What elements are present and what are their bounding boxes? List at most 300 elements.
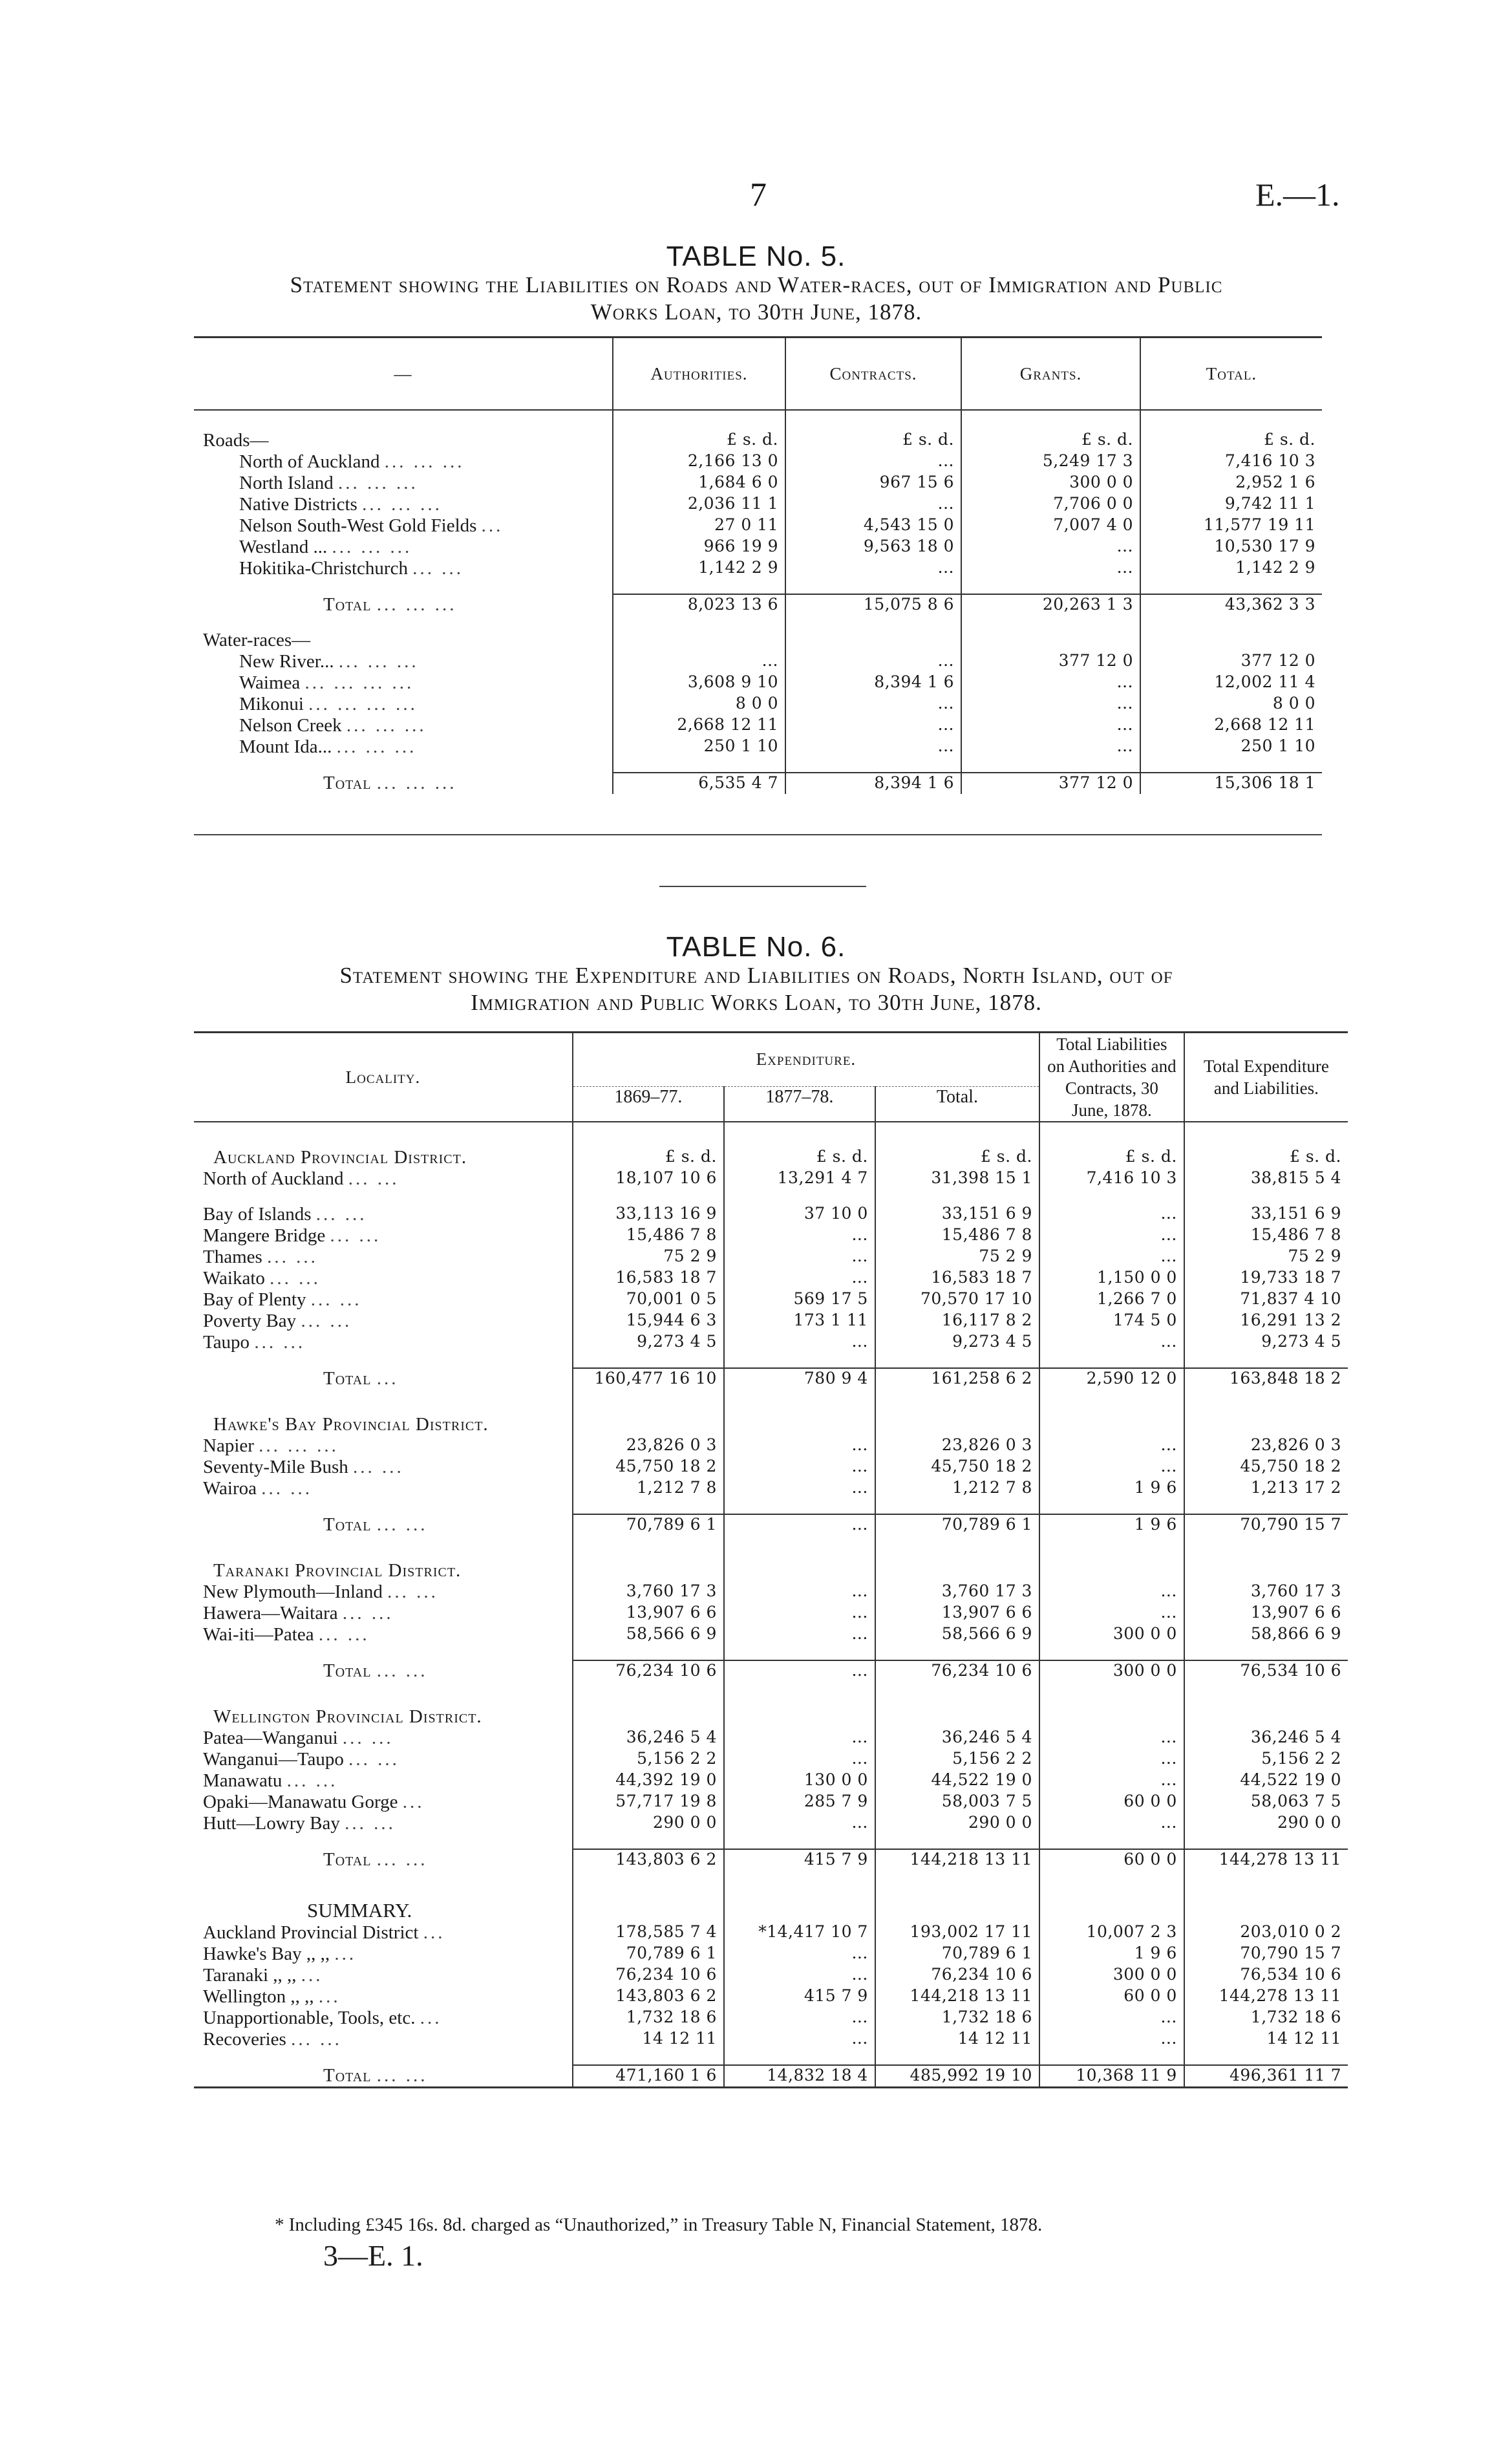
grand-total-value: 1,213 17 2 (1250, 1478, 1341, 1497)
table6-row-label (194, 1581, 573, 1603)
leader-dots: ... ... (330, 1225, 381, 1246)
expenditure-1869-77: 14 12 11 (573, 2029, 724, 2050)
row-label: Taupo (203, 1332, 250, 1353)
table6-row-label (194, 1268, 573, 1289)
contracts-value: ... (785, 736, 961, 758)
table5-row-label (194, 515, 613, 537)
table5-row-label (194, 651, 613, 672)
expenditure-1877-78: ... (724, 1457, 875, 1478)
total-value: 1,142 2 9 (1235, 558, 1315, 577)
expenditure-1877-78: ... (724, 1624, 875, 1645)
row-label: Nelson Creek (239, 715, 342, 736)
leader-dots: ... ... (286, 1770, 338, 1791)
table6-row-label (194, 1311, 573, 1332)
expenditure-1869-77: 143,803 6 2 (573, 1849, 724, 1871)
table6-col-total: Total. (875, 1086, 1039, 1122)
grants-value: ... (961, 736, 1140, 758)
grants-total: 377 12 0 (961, 773, 1140, 794)
table5-row (194, 672, 1322, 694)
expenditure-total: 23,826 0 3 (875, 1435, 1039, 1457)
expenditure-1869-77: 18,107 10 6 (573, 1168, 724, 1190)
table6-caption-line1: Statement showing the Expenditure and Liabilities on Roads, North Island, out of (339, 963, 1173, 988)
expenditure-total: 144,218 13 11 (875, 1849, 1039, 1871)
authorities-value: 1,142 2 9 (613, 558, 785, 579)
expenditure-1877-78: ... (724, 1660, 875, 1682)
total-value: 250 1 10 (1240, 736, 1315, 755)
expenditure-total: 58,566 6 9 (875, 1624, 1039, 1645)
table6-row (194, 1204, 1348, 1225)
expenditure-total: 70,789 6 1 (875, 1514, 1039, 1536)
total-value: 12,002 11 4 (1214, 672, 1315, 691)
contracts-value: ... (785, 694, 961, 715)
table6-col-1869: 1869–77. (573, 1086, 724, 1122)
row-label: North Island (239, 473, 334, 493)
row-label: Wanganui—Taupo (203, 1749, 344, 1770)
grants-value: 377 12 0 (961, 651, 1140, 672)
row-label: Thames (203, 1247, 262, 1267)
leader-dots: ... (301, 1965, 323, 1986)
liabilities-value: ... (1039, 1749, 1184, 1770)
row-label: North of Auckland (239, 451, 380, 472)
expenditure-1877-78: 14,832 18 4 (724, 2065, 875, 2088)
row-label: Hokitika-Christchurch (239, 558, 408, 579)
expenditure-1869-77: 45,750 18 2 (573, 1457, 724, 1478)
grand-total-value: 14 12 11 (1266, 2029, 1341, 2048)
grand-total-value: 38,815 5 4 (1250, 1168, 1341, 1187)
authorities-value: 2,036 11 1 (613, 494, 785, 515)
expenditure-1877-78: *14,417 10 7 (724, 1922, 875, 1944)
leader-dots: ... ... ... (338, 473, 418, 493)
expenditure-1869-77: 70,789 6 1 (573, 1514, 724, 1536)
total-label (194, 1514, 573, 1536)
row-label: Total (323, 1849, 372, 1870)
grand-total-value: 144,278 13 11 (1184, 1849, 1348, 1871)
units-label: £ s. d. (573, 1137, 724, 1168)
table5-row-label (194, 672, 613, 694)
expenditure-total: 3,760 17 3 (875, 1581, 1039, 1603)
row-label: Mount Ida... (239, 736, 332, 757)
total-value: 2,952 1 6 (1235, 473, 1315, 491)
grand-total-value: 163,848 18 2 (1184, 1368, 1348, 1389)
expenditure-1869-77: 13,907 6 6 (573, 1603, 724, 1624)
total-label (194, 1849, 573, 1871)
leader-dots: ... ... (348, 1168, 399, 1189)
section-title: Hawke's Bay Provincial District. (194, 1404, 573, 1435)
grand-total-value: 203,010 0 2 (1240, 1922, 1341, 1941)
grand-total-value: 58,063 7 5 (1250, 1792, 1341, 1810)
expenditure-total: 15,486 7 8 (875, 1225, 1039, 1247)
table6-col-grand-total: Total Expenditure and Liabilities. (1184, 1033, 1348, 1122)
leader-dots: ... (420, 2008, 442, 2028)
leader-dots: ... ... (261, 1478, 313, 1499)
row-label: Waimea (239, 672, 301, 693)
table5-col-authorities: Authorities. (613, 338, 785, 411)
expenditure-total: 70,570 17 10 (875, 1289, 1039, 1311)
row-label: Native Districts (239, 494, 357, 515)
table6-row (194, 1168, 1348, 1190)
leader-dots: ... ... (348, 1749, 399, 1770)
grants-value: ... (961, 694, 1140, 715)
table5-units: £ s. d. (961, 410, 1140, 451)
table6-row-label (194, 1728, 573, 1749)
table5-col-blank: — (194, 338, 613, 411)
expenditure-1869-77: 57,717 19 8 (573, 1792, 724, 1813)
table6-row-label (194, 2008, 573, 2029)
liabilities-value: ... (1039, 1581, 1184, 1603)
contracts-value: ... (785, 715, 961, 736)
expenditure-1877-78: 780 9 4 (724, 1368, 875, 1389)
table6-row (194, 1792, 1348, 1813)
expenditure-1877-78: ... (724, 1813, 875, 1834)
table6-total-row (194, 2065, 1348, 2088)
leader-dots: ... ... (342, 1728, 394, 1748)
total-value: 11,577 19 11 (1204, 515, 1315, 534)
contracts-value: 967 15 6 (785, 473, 961, 494)
expenditure-1877-78: 415 7 9 (724, 1986, 875, 2008)
expenditure-total: 58,003 7 5 (875, 1792, 1039, 1813)
table6-row (194, 2008, 1348, 2029)
table6-row (194, 1986, 1348, 2008)
grants-value: ... (961, 715, 1140, 736)
section-title: Taranaki Provincial District. (194, 1550, 573, 1581)
contracts-value: ... (785, 451, 961, 473)
grand-total-value: 290 0 0 (1277, 1813, 1341, 1832)
table6-header-row-1 (194, 1033, 1348, 1087)
table5-row-label (194, 694, 613, 715)
expenditure-1877-78: ... (724, 1944, 875, 1965)
expenditure-total: 76,234 10 6 (875, 1660, 1039, 1682)
row-label: Hawera—Waitara (203, 1603, 338, 1624)
expenditure-1869-77: 1,212 7 8 (573, 1478, 724, 1499)
table6-total-row (194, 1368, 1348, 1389)
footnote: * Including £345 16s. 8d. charged as “Unauthorized,” in Treasury Table N, Financial Statement, 1878. (275, 2214, 1043, 2235)
expenditure-1877-78: ... (724, 1435, 875, 1457)
row-label: Unapportionable, Tools, etc. (203, 2008, 416, 2028)
contracts-value: 9,563 18 0 (785, 537, 961, 558)
table5-row (194, 451, 1322, 473)
table5-row (194, 558, 1322, 579)
leader-dots: ... ... ... (362, 494, 442, 515)
grand-total-value: 15,486 7 8 (1250, 1225, 1341, 1244)
leader-dots: ... ... ... (338, 651, 419, 672)
total-label (194, 1660, 573, 1682)
leader-dots: ... ... ... (376, 773, 457, 793)
liabilities-value: 300 0 0 (1039, 1660, 1184, 1682)
table6-row (194, 1247, 1348, 1268)
expenditure-1869-77: 70,789 6 1 (573, 1944, 724, 1965)
total-label (194, 2065, 573, 2088)
table5-col-grants: Grants. (961, 338, 1140, 411)
expenditure-1869-77: 76,234 10 6 (573, 1660, 724, 1682)
expenditure-1877-78: ... (724, 1225, 875, 1247)
table6-row-label (194, 1944, 573, 1965)
contracts-value: ... (785, 651, 961, 672)
liabilities-value: 2,590 12 0 (1039, 1368, 1184, 1389)
table5-bottom-rule (194, 834, 1322, 835)
table6-col-expenditure: Expenditure. (573, 1033, 1039, 1087)
row-label: Opaki—Manawatu Gorge (203, 1792, 398, 1812)
table5-caption-line2: Works Loan, to 30th June, 1878. (590, 299, 922, 325)
table6-row-label (194, 1770, 573, 1792)
liabilities-value: 60 0 0 (1039, 1849, 1184, 1871)
row-label: Poverty Bay (203, 1311, 297, 1331)
table5-total-row (194, 773, 1322, 794)
grand-total: 43,362 3 3 (1140, 594, 1322, 616)
leader-dots: ... (334, 1944, 357, 1964)
total-value: 10,530 17 9 (1214, 537, 1315, 555)
liabilities-value: ... (1039, 1603, 1184, 1624)
grand-total-value: 23,826 0 3 (1250, 1435, 1341, 1454)
expenditure-1869-77: 76,234 10 6 (573, 1965, 724, 1986)
table6-row-label (194, 1247, 573, 1268)
authorities-value: 27 0 11 (613, 515, 785, 537)
grand-total-value: 58,866 6 9 (1250, 1624, 1341, 1643)
leader-dots: ... (376, 1368, 399, 1389)
expenditure-total: 13,907 6 6 (875, 1603, 1039, 1624)
table6-row-label (194, 1922, 573, 1944)
row-label: Wai-iti—Patea (203, 1624, 314, 1645)
table6-caption-line2: Immigration and Public Works Loan, to 30th June, 1878. (471, 990, 1042, 1015)
liabilities-value: ... (1039, 1225, 1184, 1247)
leader-dots: ... ... (310, 1289, 362, 1310)
table6-row-label (194, 1792, 573, 1813)
table6-row-label (194, 1813, 573, 1834)
table5-row (194, 651, 1322, 672)
table5-water-label-row (194, 630, 1322, 651)
liabilities-value: 1,150 0 0 (1039, 1268, 1184, 1289)
row-label: Hutt—Lowry Bay (203, 1813, 340, 1834)
table6-row (194, 1770, 1348, 1792)
grand-total-value: 144,278 13 11 (1219, 1986, 1341, 2005)
expenditure-1877-78: ... (724, 1749, 875, 1770)
expenditure-1869-77: 44,392 19 0 (573, 1770, 724, 1792)
table5-row (194, 473, 1322, 494)
liabilities-value: 1 9 6 (1039, 1514, 1184, 1536)
table6-row-label (194, 2029, 573, 2050)
expenditure-1869-77: 58,566 6 9 (573, 1624, 724, 1645)
table6-heading: TABLE No. 6. (666, 931, 846, 963)
liabilities-value: ... (1039, 1770, 1184, 1792)
table6-section-title (194, 1404, 1348, 1435)
table6-row (194, 2029, 1348, 2050)
table6-row (194, 1289, 1348, 1311)
table6-row (194, 1624, 1348, 1645)
expenditure-total: 193,002 17 11 (875, 1922, 1039, 1944)
table5-caption (78, 272, 1435, 326)
liabilities-value: 10,368 11 9 (1039, 2065, 1184, 2088)
expenditure-1877-78: ... (724, 1332, 875, 1353)
leader-dots: ... ... ... (384, 451, 465, 472)
grand-total: 15,306 18 1 (1140, 773, 1322, 794)
grand-total-value: 71,837 4 10 (1240, 1289, 1341, 1308)
grand-total-value: 75 2 9 (1288, 1247, 1341, 1265)
row-label: New Plymouth—Inland (203, 1581, 383, 1602)
leader-dots: ... ... (315, 1204, 367, 1225)
leader-dots: ... ... (301, 1311, 352, 1331)
row-label: Bay of Plenty (203, 1289, 306, 1310)
total-value: 8 0 0 (1272, 694, 1315, 713)
row-label: Total (323, 2065, 372, 2086)
table6-row (194, 1478, 1348, 1499)
grand-total-value: 3,760 17 3 (1250, 1581, 1341, 1600)
grand-total-value: 36,246 5 4 (1250, 1728, 1341, 1746)
liabilities-value: ... (1039, 1457, 1184, 1478)
authorities-total: 8,023 13 6 (613, 594, 785, 616)
contracts-value: ... (785, 494, 961, 515)
liabilities-value: ... (1039, 1728, 1184, 1749)
expenditure-total: 1,732 18 6 (875, 2008, 1039, 2029)
liabilities-value: 1 9 6 (1039, 1944, 1184, 1965)
liabilities-value: 10,007 2 3 (1039, 1922, 1184, 1944)
expenditure-1877-78: ... (724, 1728, 875, 1749)
table5-row-label (194, 736, 613, 758)
table6-row-label (194, 1603, 573, 1624)
row-label: Total (323, 594, 372, 615)
expenditure-1869-77: 3,760 17 3 (573, 1581, 724, 1603)
expenditure-1869-77: 36,246 5 4 (573, 1728, 724, 1749)
table6-col-liabilities: Total Liabilities on Authorities and Contracts, 30 June, 1878. (1039, 1033, 1184, 1122)
expenditure-total: 76,234 10 6 (875, 1965, 1039, 1986)
authorities-value: 3,608 9 10 (613, 672, 785, 694)
expenditure-1877-78: 13,291 4 7 (724, 1168, 875, 1190)
table6-row-label (194, 1986, 573, 2008)
row-label: North of Auckland (203, 1168, 344, 1189)
expenditure-total: 16,117 8 2 (875, 1311, 1039, 1332)
authorities-value: 250 1 10 (613, 736, 785, 758)
row-label: Nelson South-West Gold Fields (239, 515, 477, 536)
table6-row (194, 1435, 1348, 1457)
table6-total-row (194, 1514, 1348, 1536)
table6-total-row (194, 1660, 1348, 1682)
leader-dots: ... ... (345, 1813, 396, 1834)
grand-total-value: 1,732 18 6 (1250, 2008, 1341, 2026)
leader-dots: ... ... (376, 1660, 428, 1681)
liabilities-value: ... (1039, 1435, 1184, 1457)
expenditure-total: 161,258 6 2 (875, 1368, 1039, 1389)
expenditure-1869-77: 33,113 16 9 (573, 1204, 724, 1225)
table5-caption-line1: Statement showing the Liabilities on Roads and Water-races, out of Immigration and Public (290, 272, 1223, 297)
total-value: 9,742 11 1 (1224, 494, 1315, 513)
expenditure-1869-77: 1,732 18 6 (573, 2008, 724, 2029)
expenditure-1877-78: ... (724, 1965, 875, 1986)
expenditure-total: 70,789 6 1 (875, 1944, 1039, 1965)
row-label: Patea—Wanganui (203, 1728, 338, 1748)
total-value: 2,668 12 11 (1214, 715, 1315, 734)
expenditure-total: 5,156 2 2 (875, 1749, 1039, 1770)
table6-row (194, 1813, 1348, 1834)
expenditure-total: 33,151 6 9 (875, 1204, 1039, 1225)
liabilities-value: ... (1039, 2008, 1184, 2029)
row-label: Total (323, 1368, 372, 1389)
expenditure-1877-78: ... (724, 1247, 875, 1268)
row-label: Napier (203, 1435, 254, 1456)
liabilities-value: ... (1039, 1247, 1184, 1268)
leader-dots: ... ... (254, 1332, 306, 1353)
table6-row (194, 1922, 1348, 1944)
summary-title: SUMMARY. (194, 1899, 573, 1922)
leader-dots: ... ... ... ... (304, 672, 414, 693)
total-label (194, 773, 613, 794)
contracts-total: 15,075 8 6 (785, 594, 961, 616)
grants-value: 5,249 17 3 (961, 451, 1140, 473)
contracts-value: 8,394 1 6 (785, 672, 961, 694)
table6 (194, 1031, 1348, 2088)
liabilities-value: 300 0 0 (1039, 1624, 1184, 1645)
grants-total: 20,263 1 3 (961, 594, 1140, 616)
grand-total-value: 45,750 18 2 (1240, 1457, 1341, 1475)
table5-row-label (194, 451, 613, 473)
total-value: 377 12 0 (1240, 651, 1315, 670)
table5-row (194, 715, 1322, 736)
units-label: £ s. d. (1289, 1147, 1341, 1166)
table6-row-label (194, 1204, 573, 1225)
grand-total-value: 16,291 13 2 (1240, 1311, 1341, 1329)
table5-units: £ s. d. (1263, 430, 1315, 449)
expenditure-1869-77: 23,826 0 3 (573, 1435, 724, 1457)
expenditure-total: 75 2 9 (875, 1247, 1039, 1268)
table6-row (194, 1332, 1348, 1353)
leader-dots: ... ... (376, 1849, 428, 1870)
table5-units-row (194, 410, 1322, 451)
units-label: £ s. d. (875, 1137, 1039, 1168)
row-label: Wairoa (203, 1478, 257, 1499)
leader-dots: ... ... (291, 2029, 342, 2050)
table5-row-label (194, 494, 613, 515)
table6-row-label (194, 1289, 573, 1311)
table5-row (194, 736, 1322, 758)
grants-value: ... (961, 672, 1140, 694)
section-title: Auckland Provincial District. (194, 1137, 573, 1168)
row-label: Waikato (203, 1268, 265, 1289)
leader-dots: ... ... (318, 1624, 370, 1645)
expenditure-1869-77: 15,486 7 8 (573, 1225, 724, 1247)
table5-row-label (194, 473, 613, 494)
row-label: Manawatu (203, 1770, 282, 1791)
authorities-value: 1,684 6 0 (613, 473, 785, 494)
table5-header-row (194, 338, 1322, 411)
table6-col-1877: 1877–78. (724, 1086, 875, 1122)
authorities-total: 6,535 4 7 (613, 773, 785, 794)
page-number: 7 (750, 177, 767, 213)
row-label: Westland ... (239, 537, 328, 557)
page-signature: 3—E. 1. (323, 2239, 423, 2272)
row-label: Hawke's Bay ,, ,, (203, 1944, 330, 1964)
expenditure-1877-78: 285 7 9 (724, 1792, 875, 1813)
row-label: Total (323, 1514, 372, 1535)
table6-section-title (194, 1550, 1348, 1581)
expenditure-1869-77: 9,273 4 5 (573, 1332, 724, 1353)
liabilities-value: ... (1039, 1204, 1184, 1225)
row-label: Auckland Provincial District (203, 1922, 419, 1943)
row-label: Taranaki ,, ,, (203, 1965, 297, 1986)
table6-row-label (194, 1457, 573, 1478)
expenditure-1869-77: 16,583 18 7 (573, 1268, 724, 1289)
leader-dots: ... ... ... (376, 594, 457, 615)
expenditure-1869-77: 75 2 9 (573, 1247, 724, 1268)
row-label: New River... (239, 651, 334, 672)
leader-dots: ... ... ... (336, 736, 417, 757)
table5 (194, 336, 1322, 794)
table5-row-label (194, 558, 613, 579)
grand-total-value: 13,907 6 6 (1250, 1603, 1341, 1622)
leader-dots: ... (481, 515, 504, 536)
authorities-value: 2,668 12 11 (613, 715, 785, 736)
table5-units: £ s. d. (785, 410, 961, 451)
expenditure-1869-77: 178,585 7 4 (573, 1922, 724, 1944)
row-label: Total (323, 773, 372, 793)
section-divider (659, 886, 866, 887)
leader-dots: ... ... (376, 2065, 428, 2086)
